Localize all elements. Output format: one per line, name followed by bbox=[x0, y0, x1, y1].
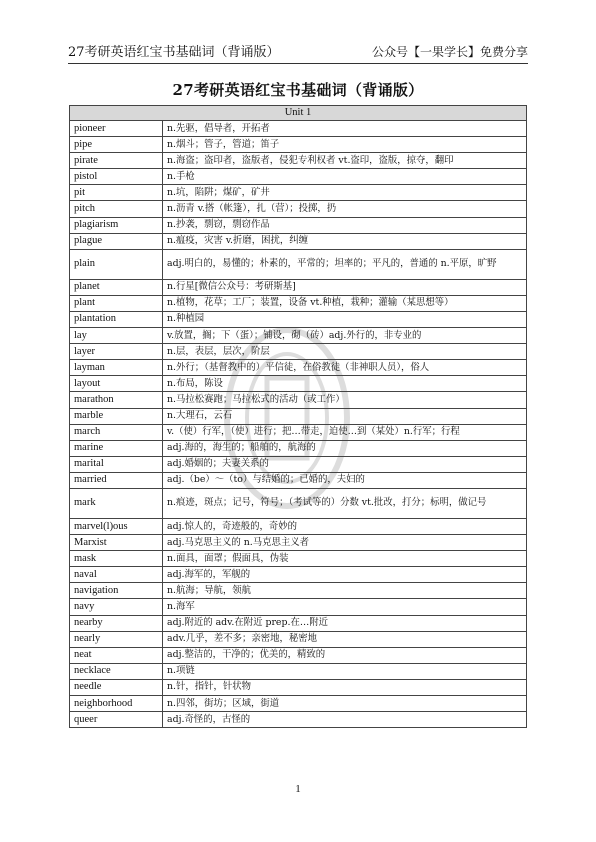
vocab-word: marathon bbox=[70, 392, 163, 408]
table-row bbox=[70, 488, 527, 518]
table-row bbox=[70, 712, 527, 728]
vocab-definition: n.烟斗；管子，管道；笛子 bbox=[163, 137, 527, 153]
vocab-definition: n.先驱，倡导者，开拓者 bbox=[163, 121, 527, 137]
table-row bbox=[70, 696, 527, 712]
vocab-definition: n.植物，花草；工厂；装置，设备 vt.种植，栽种；灌输（某思想等） bbox=[163, 295, 527, 311]
table-row bbox=[70, 279, 527, 295]
page-number: 1 bbox=[295, 783, 301, 795]
vocab-word: pit bbox=[70, 185, 163, 201]
table-row bbox=[70, 551, 527, 567]
table-row bbox=[70, 535, 527, 551]
vocab-definition: adj.附近的 adv.在附近 prep.在…附近 bbox=[163, 615, 527, 631]
table-row bbox=[70, 153, 527, 169]
vocab-word: necklace bbox=[70, 663, 163, 679]
table-row bbox=[70, 456, 527, 472]
table-row bbox=[70, 392, 527, 408]
table-row bbox=[70, 311, 527, 327]
vocab-definition: adj.整洁的，干净的；优美的，精致的 bbox=[163, 647, 527, 663]
vocab-word: plain bbox=[70, 249, 163, 279]
vocab-word: nearby bbox=[70, 615, 163, 631]
vocab-word: plagiarism bbox=[70, 217, 163, 233]
document-title: 27考研英语红宝书基础词（背诵版） bbox=[172, 81, 424, 99]
table-row bbox=[70, 599, 527, 615]
table-row bbox=[70, 567, 527, 583]
vocab-definition: n.沥青 v.搭（帐篷），扎（营）；投掷，扔 bbox=[163, 201, 527, 217]
vocab-definition: n.针，指针，针状物 bbox=[163, 679, 527, 695]
vocab-definition: n.海军 bbox=[163, 599, 527, 615]
vocabulary-table-body bbox=[70, 121, 527, 728]
vocab-word: queer bbox=[70, 712, 163, 728]
table-row bbox=[70, 440, 527, 456]
table-row bbox=[70, 360, 527, 376]
table-row bbox=[70, 169, 527, 185]
vocab-definition: n.大理石，云石 bbox=[163, 408, 527, 424]
vocab-definition: n.四邻，街坊；区域，街道 bbox=[163, 696, 527, 712]
table-row bbox=[70, 518, 527, 534]
table-row bbox=[70, 408, 527, 424]
vocab-word: pistol bbox=[70, 169, 163, 185]
vocab-definition: n.痕迹，斑点；记号，符号；（考试等的）分数 vt.批改，打分；标明，做记号 bbox=[163, 488, 527, 518]
vocab-word: lay bbox=[70, 328, 163, 344]
vocab-definition: adj.马克思主义的 n.马克思主义者 bbox=[163, 535, 527, 551]
table-row bbox=[70, 201, 527, 217]
vocab-word: mask bbox=[70, 551, 163, 567]
table-row bbox=[70, 328, 527, 344]
table-row bbox=[70, 185, 527, 201]
table-row bbox=[70, 583, 527, 599]
table-row bbox=[70, 249, 527, 279]
table-row bbox=[70, 615, 527, 631]
vocab-word: navy bbox=[70, 599, 163, 615]
vocab-definition: n.航海；导航，领航 bbox=[163, 583, 527, 599]
table-row bbox=[70, 295, 527, 311]
vocab-word: neat bbox=[70, 647, 163, 663]
vocab-definition: n.层，表层，层次，阶层 bbox=[163, 344, 527, 360]
vocab-word: layout bbox=[70, 376, 163, 392]
table-row bbox=[70, 679, 527, 695]
vocab-word: march bbox=[70, 424, 163, 440]
vocab-word: neighborhood bbox=[70, 696, 163, 712]
vocab-word: layer bbox=[70, 344, 163, 360]
vocab-definition: adj.惊人的，奇迹般的，奇妙的 bbox=[163, 518, 527, 534]
vocab-definition: n.手枪 bbox=[163, 169, 527, 185]
vocab-definition: n.外行；（基督教中的）平信徒，在俗教徒（非神职人员），俗人 bbox=[163, 360, 527, 376]
table-row bbox=[70, 217, 527, 233]
vocab-word: marvel(l)ous bbox=[70, 518, 163, 534]
vocab-definition: n.瘟疫，灾害 v.折磨，困扰，纠缠 bbox=[163, 233, 527, 249]
vocab-word: navigation bbox=[70, 583, 163, 599]
vocab-word: nearly bbox=[70, 631, 163, 647]
vocab-word: married bbox=[70, 472, 163, 488]
page-header bbox=[68, 40, 528, 64]
vocab-definition: n.海盗；盗印者，盗版者，侵犯专利权者 vt.盗印，盗版，掠夺，翻印 bbox=[163, 153, 527, 169]
header-right-note: 公众号【一果学长】免费分享 bbox=[371, 45, 528, 59]
vocab-word: Marxist bbox=[70, 535, 163, 551]
vocab-word: naval bbox=[70, 567, 163, 583]
vocab-definition: n.马拉松赛跑；马拉松式的活动（或工作） bbox=[163, 392, 527, 408]
vocab-word: marine bbox=[70, 440, 163, 456]
table-row bbox=[70, 663, 527, 679]
vocab-word: needle bbox=[70, 679, 163, 695]
vocab-definition: n.行星[微信公众号：考研斯基] bbox=[163, 279, 527, 295]
vocab-definition: n.抄袭，剽窃，剽窃作品 bbox=[163, 217, 527, 233]
table-row bbox=[70, 376, 527, 392]
table-row bbox=[70, 631, 527, 647]
vocab-word: layman bbox=[70, 360, 163, 376]
unit-header: Unit 1 bbox=[70, 106, 527, 121]
vocab-definition: n.种植园 bbox=[163, 311, 527, 327]
vocab-word: pioneer bbox=[70, 121, 163, 137]
vocab-word: planet bbox=[70, 279, 163, 295]
table-row bbox=[70, 344, 527, 360]
table-row bbox=[70, 472, 527, 488]
vocab-definition: n.项链 bbox=[163, 663, 527, 679]
vocab-definition: n.面具，面罩；假面具，伪装 bbox=[163, 551, 527, 567]
table-row bbox=[70, 233, 527, 249]
vocab-word: marble bbox=[70, 408, 163, 424]
vocab-word: plantation bbox=[70, 311, 163, 327]
vocab-word: plant bbox=[70, 295, 163, 311]
vocab-definition: adj.（be）～（to）与结婚的；已婚的，夫妇的 bbox=[163, 472, 527, 488]
vocab-word: pitch bbox=[70, 201, 163, 217]
table-row bbox=[70, 137, 527, 153]
vocabulary-table bbox=[69, 105, 527, 728]
vocab-definition: v.放置，搁；下（蛋）；铺设，砌（砖）adj.外行的，非专业的 bbox=[163, 328, 527, 344]
vocab-definition: adj.婚姻的；夫妻关系的 bbox=[163, 456, 527, 472]
vocab-definition: adj.明白的，易懂的；朴素的，平常的；坦率的；平凡的，普通的 n.平原，旷野 bbox=[163, 249, 527, 279]
table-row bbox=[70, 647, 527, 663]
vocab-definition: adj.奇怪的，古怪的 bbox=[163, 712, 527, 728]
vocab-word: mark bbox=[70, 488, 163, 518]
vocab-definition: v.（使）行军，（使）进行；把…带走，迫使…到（某处）n.行军；行程 bbox=[163, 424, 527, 440]
vocab-definition: adj.海的，海生的；船舶的，航海的 bbox=[163, 440, 527, 456]
vocab-definition: n.坑，陷阱；煤矿，矿井 bbox=[163, 185, 527, 201]
vocab-word: pirate bbox=[70, 153, 163, 169]
vocab-word: pipe bbox=[70, 137, 163, 153]
table-row bbox=[70, 424, 527, 440]
vocab-definition: adv.几乎，差不多；亲密地，秘密地 bbox=[163, 631, 527, 647]
vocab-definition: n.布局，陈设 bbox=[163, 376, 527, 392]
vocab-definition: adj.海军的，军舰的 bbox=[163, 567, 527, 583]
vocab-word: plague bbox=[70, 233, 163, 249]
table-row bbox=[70, 121, 527, 137]
header-left-title: 27考研英语红宝书基础词（背诵版） bbox=[68, 45, 280, 60]
vocab-word: marital bbox=[70, 456, 163, 472]
